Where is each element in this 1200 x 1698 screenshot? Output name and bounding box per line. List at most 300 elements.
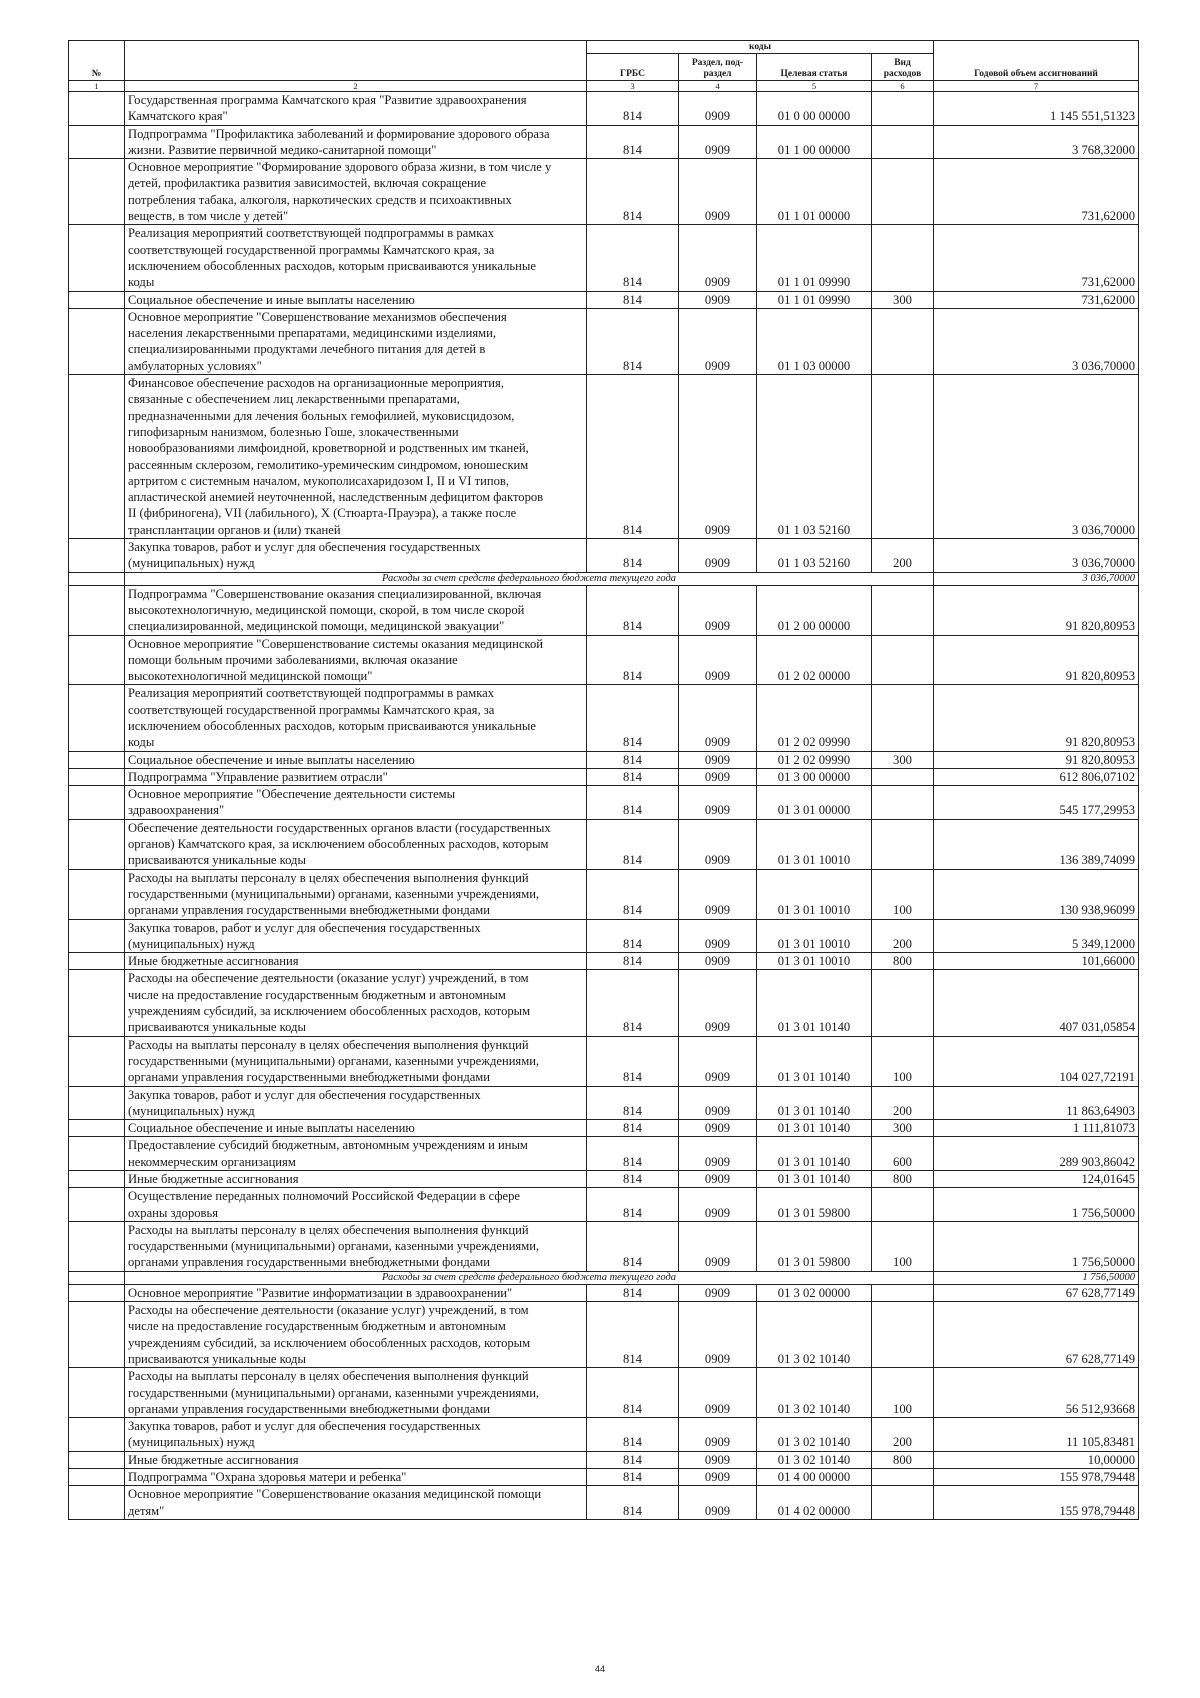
row-name-line: Подпрограмма "Профилактика заболеваний и формирование здорового образа (128, 126, 550, 141)
table-row (69, 1418, 1139, 1452)
row-name-line: Подпрограмма "Совершенствование оказания специализированной, включая (128, 586, 542, 601)
colnum-1: 1 (69, 81, 125, 92)
section-cell: 0909 (679, 1188, 757, 1222)
grbs-cell: 814 (587, 159, 679, 225)
grbs-cell: 814 (587, 751, 679, 768)
row-name-cell (125, 1171, 587, 1188)
amount-cell: 11 105,83481 (934, 1418, 1139, 1452)
amount-cell: 1 756,50000 (934, 1188, 1139, 1222)
section-cell: 0909 (679, 585, 757, 635)
header-target: Целевая статья (757, 54, 872, 81)
section-cell: 0909 (679, 1302, 757, 1368)
row-name-cell (125, 953, 587, 970)
row-name-line: Основное мероприятие "Совершенствование системы оказания медицинской (128, 636, 544, 651)
row-name-cell (125, 1137, 587, 1171)
target-cell: 01 3 01 10140 (757, 970, 872, 1036)
grbs-cell: 814 (587, 869, 679, 919)
expense-type-cell (872, 225, 934, 291)
amount-cell: 3 768,32000 (934, 125, 1139, 159)
expense-type-cell (872, 1284, 934, 1301)
section-cell: 0909 (679, 1469, 757, 1486)
row-name-line: коды (128, 275, 155, 290)
row-name-cell (125, 1486, 587, 1520)
grbs-cell: 814 (587, 970, 679, 1036)
row-name-line: связанные с обеспечением лиц лекарственными препаратами, (128, 392, 460, 407)
row-name-line: Основное мероприятие "Развитие информатизации в здравоохранении" (128, 1285, 513, 1300)
section-cell: 0909 (679, 1221, 757, 1271)
page-number: 44 (594, 1664, 605, 1674)
row-name-line: Реализация мероприятий соответствующей подпрограммы в рамках (128, 686, 495, 701)
row-name-line: Иные бюджетные ассигнования (128, 1452, 299, 1467)
row-name-cell (125, 225, 587, 291)
expense-type-cell: 100 (872, 869, 934, 919)
grbs-cell: 814 (587, 1486, 679, 1520)
row-number-cell (69, 970, 125, 1036)
row-number-cell (69, 1188, 125, 1222)
table-row (69, 1302, 1139, 1368)
colnum-4: 4 (679, 81, 757, 92)
table-row (69, 375, 1139, 539)
row-name-line: специализированной, медицинской помощи, медицинской эвакуации" (128, 619, 505, 634)
amount-cell: 731,62000 (934, 225, 1139, 291)
row-name-line: (муниципальных) нужд (128, 556, 255, 571)
header-number: № (69, 41, 125, 81)
row-number-cell (69, 819, 125, 869)
row-name-line: Расходы на обеспечение деятельности (оказание услуг) учреждений, в том (128, 1303, 529, 1318)
amount-cell: 731,62000 (934, 291, 1139, 308)
amount-cell: 91 820,80953 (934, 635, 1139, 685)
amount-cell: 10,00000 (934, 1451, 1139, 1468)
target-cell: 01 1 03 52160 (757, 375, 872, 539)
row-name-line: веществ, в том числе у детей" (128, 209, 289, 224)
table-row (69, 751, 1139, 768)
target-cell: 01 0 00 00000 (757, 92, 872, 126)
table-row (69, 768, 1139, 785)
row-name-cell (125, 159, 587, 225)
section-cell: 0909 (679, 1137, 757, 1171)
row-name-line: гипофизарным нанизмом, болезнью Гоше, злокачественными (128, 424, 459, 439)
target-cell: 01 2 02 09990 (757, 685, 872, 751)
target-cell: 01 1 01 00000 (757, 159, 872, 225)
section-cell: 0909 (679, 1086, 757, 1120)
section-cell: 0909 (679, 970, 757, 1036)
row-name-line: Закупка товаров, работ и услуг для обеспечения государственных (128, 540, 481, 555)
table-row (69, 1137, 1139, 1171)
target-cell: 01 3 02 10140 (757, 1418, 872, 1452)
row-number-cell (69, 1120, 125, 1137)
row-name-cell (125, 1302, 587, 1368)
header-name (125, 41, 587, 81)
row-name-cell (125, 1120, 587, 1137)
grbs-cell: 814 (587, 1036, 679, 1086)
table-row (69, 1086, 1139, 1120)
amount-cell: 289 903,86042 (934, 1137, 1139, 1171)
table-row (69, 953, 1139, 970)
grbs-cell: 814 (587, 1368, 679, 1418)
table-row (69, 786, 1139, 820)
table-row (69, 159, 1139, 225)
table-row (69, 1469, 1139, 1486)
row-name-line: новообразованиями лимфоидной, кроветворной и родственных им тканей, (128, 441, 529, 456)
row-number-cell (69, 1221, 125, 1271)
budget-table-body (69, 92, 1139, 1520)
colnum-5: 5 (757, 81, 872, 92)
grbs-cell: 814 (587, 919, 679, 953)
target-cell: 01 2 02 09990 (757, 751, 872, 768)
grbs-cell: 814 (587, 585, 679, 635)
row-number-cell (69, 786, 125, 820)
grbs-cell: 814 (587, 819, 679, 869)
row-name-line: Подпрограмма "Управление развитием отрасли" (128, 769, 388, 784)
target-cell: 01 3 01 10140 (757, 1086, 872, 1120)
row-name-cell (125, 539, 587, 573)
amount-cell: 1 145 551,51323 (934, 92, 1139, 126)
row-name-line: Камчатского края" (128, 109, 228, 124)
row-name-line: Финансовое обеспечение расходов на организационные мероприятия, (128, 376, 504, 391)
grbs-cell: 814 (587, 92, 679, 126)
grbs-cell: 814 (587, 1284, 679, 1301)
row-number-cell (69, 1137, 125, 1171)
section-cell: 0909 (679, 1284, 757, 1301)
expense-type-cell: 300 (872, 1120, 934, 1137)
row-name-cell (125, 751, 587, 768)
row-name-line: органов) Камчатского края, за исключением обособленных расходов, которым (128, 837, 549, 852)
target-cell: 01 3 01 10140 (757, 1171, 872, 1188)
row-name-line: потребления табака, алкоголя, наркотических средств и психоактивных (128, 192, 512, 207)
amount-cell: 1 756,50000 (934, 1221, 1139, 1271)
federal-funds-amount: 1 756,50000 (934, 1271, 1139, 1284)
amount-cell: 67 628,77149 (934, 1284, 1139, 1301)
row-name-cell (125, 308, 587, 374)
row-name-cell (125, 1418, 587, 1452)
expense-type-cell: 200 (872, 919, 934, 953)
amount-cell: 11 863,64903 (934, 1086, 1139, 1120)
target-cell: 01 1 00 00000 (757, 125, 872, 159)
expense-type-cell: 100 (872, 1221, 934, 1271)
federal-funds-label: Расходы за счет средств федерального бюджета текущего года (125, 572, 934, 585)
row-name-cell (125, 1451, 587, 1468)
row-name-line: числе на предоставление государственным бюджетным и автономным (128, 1319, 506, 1334)
expense-type-cell (872, 1302, 934, 1368)
row-name-line: государственными (муниципальными) органами, казенными учреждениями, (128, 886, 540, 901)
row-name-cell (125, 1221, 587, 1271)
row-name-line: (муниципальных) нужд (128, 1103, 255, 1118)
amount-cell: 545 177,29953 (934, 786, 1139, 820)
target-cell: 01 1 03 00000 (757, 308, 872, 374)
row-number-cell (69, 953, 125, 970)
row-name-line: помощи больным прочими заболеваниями, включая оказание (128, 652, 458, 667)
section-cell: 0909 (679, 1486, 757, 1520)
row-name-cell (125, 585, 587, 635)
row-name-line: Расходы на выплаты персоналу в целях обеспечения выполнения функций (128, 1369, 529, 1384)
table-row (69, 1221, 1139, 1271)
table-row (69, 1451, 1139, 1468)
expense-type-cell (872, 308, 934, 374)
section-cell: 0909 (679, 1368, 757, 1418)
row-name-line: Закупка товаров, работ и услуг для обеспечения государственных (128, 920, 481, 935)
section-cell: 0909 (679, 869, 757, 919)
expense-type-cell: 200 (872, 539, 934, 573)
grbs-cell: 814 (587, 1221, 679, 1271)
expense-type-cell: 200 (872, 1418, 934, 1452)
table-row (69, 539, 1139, 573)
target-cell: 01 2 00 00000 (757, 585, 872, 635)
amount-cell: 136 389,74099 (934, 819, 1139, 869)
row-name-line: населения лекарственными препаратами, медицинскими изделиями, (128, 326, 496, 341)
row-name-cell (125, 375, 587, 539)
row-name-cell (125, 869, 587, 919)
row-name-line: органами управления государственными внебюджетными фондами (128, 1070, 491, 1085)
expense-type-cell (872, 635, 934, 685)
target-cell: 01 3 02 00000 (757, 1284, 872, 1301)
table-row (69, 1486, 1139, 1520)
budget-page (68, 40, 1138, 1520)
expense-type-cell (872, 819, 934, 869)
expense-type-cell: 800 (872, 1171, 934, 1188)
section-cell: 0909 (679, 375, 757, 539)
row-number-cell (69, 291, 125, 308)
row-name-cell (125, 125, 587, 159)
expense-type-cell: 600 (872, 1137, 934, 1171)
row-name-line: здравоохранения" (128, 803, 225, 818)
row-name-line: исключением обособленных расходов, которым присваиваются уникальные (128, 718, 536, 733)
row-number-cell (69, 308, 125, 374)
grbs-cell: 814 (587, 225, 679, 291)
colnum-2: 2 (125, 81, 587, 92)
header-section: Раздел, под-раздел (679, 54, 757, 81)
expense-type-cell (872, 375, 934, 539)
grbs-cell: 814 (587, 685, 679, 751)
amount-cell: 67 628,77149 (934, 1302, 1139, 1368)
target-cell: 01 3 02 10140 (757, 1302, 872, 1368)
row-name-cell (125, 1284, 587, 1301)
row-name-line: Закупка товаров, работ и услуг для обеспечения государственных (128, 1419, 481, 1434)
row-name-line: рассеянным склерозом, гемолитико-уремическим синдромом, юношеским (128, 457, 529, 472)
grbs-cell: 814 (587, 1086, 679, 1120)
target-cell: 01 3 01 59800 (757, 1188, 872, 1222)
target-cell: 01 3 01 00000 (757, 786, 872, 820)
section-cell: 0909 (679, 685, 757, 751)
amount-cell: 407 031,05854 (934, 970, 1139, 1036)
amount-cell: 155 978,79448 (934, 1486, 1139, 1520)
target-cell: 01 3 01 10140 (757, 1137, 872, 1171)
amount-cell: 124,01645 (934, 1171, 1139, 1188)
row-name-line: трансплантации органов и (или) тканей (128, 522, 341, 537)
expense-type-cell (872, 685, 934, 751)
grbs-cell: 814 (587, 375, 679, 539)
row-name-cell (125, 1188, 587, 1222)
row-number-cell (69, 572, 125, 585)
row-name-line: Иные бюджетные ассигнования (128, 1172, 299, 1186)
row-name-line: Закупка товаров, работ и услуг для обеспечения государственных (128, 1087, 481, 1102)
colnum-7: 7 (934, 81, 1139, 92)
budget-table (68, 40, 1139, 1520)
row-name-line: Иные бюджетные ассигнования (128, 954, 299, 969)
section-cell: 0909 (679, 1036, 757, 1086)
row-name-line: специализированными продуктами лечебного питания для детей в (128, 342, 486, 357)
target-cell: 01 3 01 59800 (757, 1221, 872, 1271)
row-number-cell (69, 1036, 125, 1086)
amount-cell: 3 036,70000 (934, 375, 1139, 539)
grbs-cell: 814 (587, 768, 679, 785)
table-row (69, 125, 1139, 159)
row-name-line: Социальное обеспечение и иные выплаты населению (128, 752, 415, 767)
target-cell: 01 3 00 00000 (757, 768, 872, 785)
grbs-cell: 814 (587, 953, 679, 970)
row-name-cell (125, 1368, 587, 1418)
colnum-6: 6 (872, 81, 934, 92)
section-cell: 0909 (679, 1120, 757, 1137)
row-name-line: предназначенными для лечения больных гемофилией, муковисцидозом, (128, 408, 515, 423)
row-number-cell (69, 225, 125, 291)
row-name-line: органами управления государственными внебюджетными фондами (128, 1255, 491, 1270)
expense-type-cell: 800 (872, 1451, 934, 1468)
row-number-cell (69, 635, 125, 685)
amount-cell: 3 036,70000 (934, 308, 1139, 374)
table-row (69, 1188, 1139, 1222)
federal-funds-row (69, 1271, 1139, 1284)
grbs-cell: 814 (587, 1137, 679, 1171)
row-name-line: органами управления государственными внебюджетными фондами (128, 903, 491, 918)
row-name-cell (125, 92, 587, 126)
expense-type-cell: 300 (872, 751, 934, 768)
target-cell: 01 3 02 10140 (757, 1368, 872, 1418)
section-cell: 0909 (679, 125, 757, 159)
row-name-cell (125, 970, 587, 1036)
row-name-line: жизни. Развитие первичной медико-санитарной помощи" (128, 142, 437, 157)
grbs-cell: 814 (587, 1418, 679, 1452)
expense-type-cell (872, 125, 934, 159)
row-number-cell (69, 1469, 125, 1486)
row-number-cell (69, 1368, 125, 1418)
table-row (69, 1284, 1139, 1301)
header-annual: Годовой объем ассигнований (934, 41, 1139, 81)
table-row (69, 1171, 1139, 1188)
row-number-cell (69, 1271, 125, 1284)
grbs-cell: 814 (587, 635, 679, 685)
expense-type-cell (872, 786, 934, 820)
row-number-cell (69, 1171, 125, 1188)
row-name-line: некоммерческим организациям (128, 1154, 296, 1169)
amount-cell: 155 978,79448 (934, 1469, 1139, 1486)
expense-type-cell: 200 (872, 1086, 934, 1120)
amount-cell: 91 820,80953 (934, 685, 1139, 751)
table-row (69, 685, 1139, 751)
row-name-line: Основное мероприятие "Совершенствование оказания медицинской помощи (128, 1487, 542, 1502)
row-name-cell (125, 1086, 587, 1120)
target-cell: 01 2 02 00000 (757, 635, 872, 685)
row-name-line: Реализация мероприятий соответствующей подпрограммы в рамках (128, 226, 495, 241)
row-name-line: апластической анемией неуточненной, наследственным дефицитом факторов (128, 490, 544, 505)
table-row (69, 291, 1139, 308)
expense-type-cell: 800 (872, 953, 934, 970)
header-grbs: ГРБС (587, 54, 679, 81)
expense-type-cell (872, 92, 934, 126)
row-name-cell (125, 635, 587, 685)
amount-cell: 1 111,81073 (934, 1120, 1139, 1137)
row-name-line: соответствующей государственной программы Камчатского края, за (128, 702, 495, 717)
row-number-cell (69, 159, 125, 225)
grbs-cell: 814 (587, 1120, 679, 1137)
section-cell: 0909 (679, 291, 757, 308)
amount-cell: 3 036,70000 (934, 539, 1139, 573)
row-name-cell (125, 685, 587, 751)
row-number-cell (69, 1451, 125, 1468)
row-number-cell (69, 92, 125, 126)
row-name-cell (125, 786, 587, 820)
amount-cell: 5 349,12000 (934, 919, 1139, 953)
target-cell: 01 1 03 52160 (757, 539, 872, 573)
grbs-cell: 814 (587, 291, 679, 308)
target-cell: 01 4 02 00000 (757, 1486, 872, 1520)
grbs-cell: 814 (587, 1451, 679, 1468)
column-numbers-row (69, 81, 1139, 92)
target-cell: 01 3 01 10140 (757, 1036, 872, 1086)
federal-funds-amount: 3 036,70000 (934, 572, 1139, 585)
grbs-cell: 814 (587, 1302, 679, 1368)
section-cell: 0909 (679, 953, 757, 970)
amount-cell: 731,62000 (934, 159, 1139, 225)
row-name-line: охраны здоровья (128, 1205, 219, 1220)
row-name-line: высокотехнологичной медицинской помощи" (128, 669, 373, 684)
row-number-cell (69, 1284, 125, 1301)
row-name-line: учреждениям субсидий, за исключением обособленных расходов, которым (128, 1335, 531, 1350)
row-number-cell (69, 768, 125, 785)
row-number-cell (69, 919, 125, 953)
row-name-line: Основное мероприятие "Совершенствование механизмов обеспечения (128, 309, 507, 324)
row-name-line: Основное мероприятие "Формирование здорового образа жизни, в том числе у (128, 160, 552, 175)
colnum-3: 3 (587, 81, 679, 92)
grbs-cell: 814 (587, 1469, 679, 1486)
expense-type-cell: 100 (872, 1368, 934, 1418)
row-name-line: присваиваются уникальные коды (128, 853, 306, 868)
row-name-line: детей, профилактика развития зависимостей, включая сокращение (128, 176, 487, 191)
expense-type-cell: 300 (872, 291, 934, 308)
section-cell: 0909 (679, 751, 757, 768)
section-cell: 0909 (679, 786, 757, 820)
grbs-cell: 814 (587, 539, 679, 573)
row-number-cell (69, 375, 125, 539)
row-name-cell (125, 1036, 587, 1086)
row-number-cell (69, 1302, 125, 1368)
section-cell: 0909 (679, 1171, 757, 1188)
row-number-cell (69, 1486, 125, 1520)
table-row (69, 1120, 1139, 1137)
row-name-line: Расходы на выплаты персоналу в целях обеспечения выполнения функций (128, 1222, 529, 1237)
table-row (69, 1368, 1139, 1418)
row-name-line: Основное мероприятие "Обеспечение деятельности системы (128, 787, 456, 802)
row-number-cell (69, 1418, 125, 1452)
section-cell: 0909 (679, 1418, 757, 1452)
row-number-cell (69, 751, 125, 768)
header-codes: коды (587, 41, 934, 54)
table-row (69, 92, 1139, 126)
row-name-line: амбулаторных условиях" (128, 358, 262, 373)
row-name-cell (125, 768, 587, 785)
grbs-cell: 814 (587, 308, 679, 374)
row-name-line: Расходы на обеспечение деятельности (оказание услуг) учреждений, в том (128, 971, 529, 986)
expense-type-cell (872, 159, 934, 225)
section-cell: 0909 (679, 92, 757, 126)
expense-type-cell (872, 1188, 934, 1222)
table-row (69, 308, 1139, 374)
row-name-line: государственными (муниципальными) органами, казенными учреждениями, (128, 1053, 540, 1068)
row-name-line: числе на предоставление государственным бюджетным и автономным (128, 987, 506, 1002)
target-cell: 01 3 01 10010 (757, 919, 872, 953)
target-cell: 01 3 01 10010 (757, 869, 872, 919)
expense-type-cell (872, 768, 934, 785)
federal-funds-label: Расходы за счет средств федерального бюджета текущего года (125, 1271, 934, 1284)
